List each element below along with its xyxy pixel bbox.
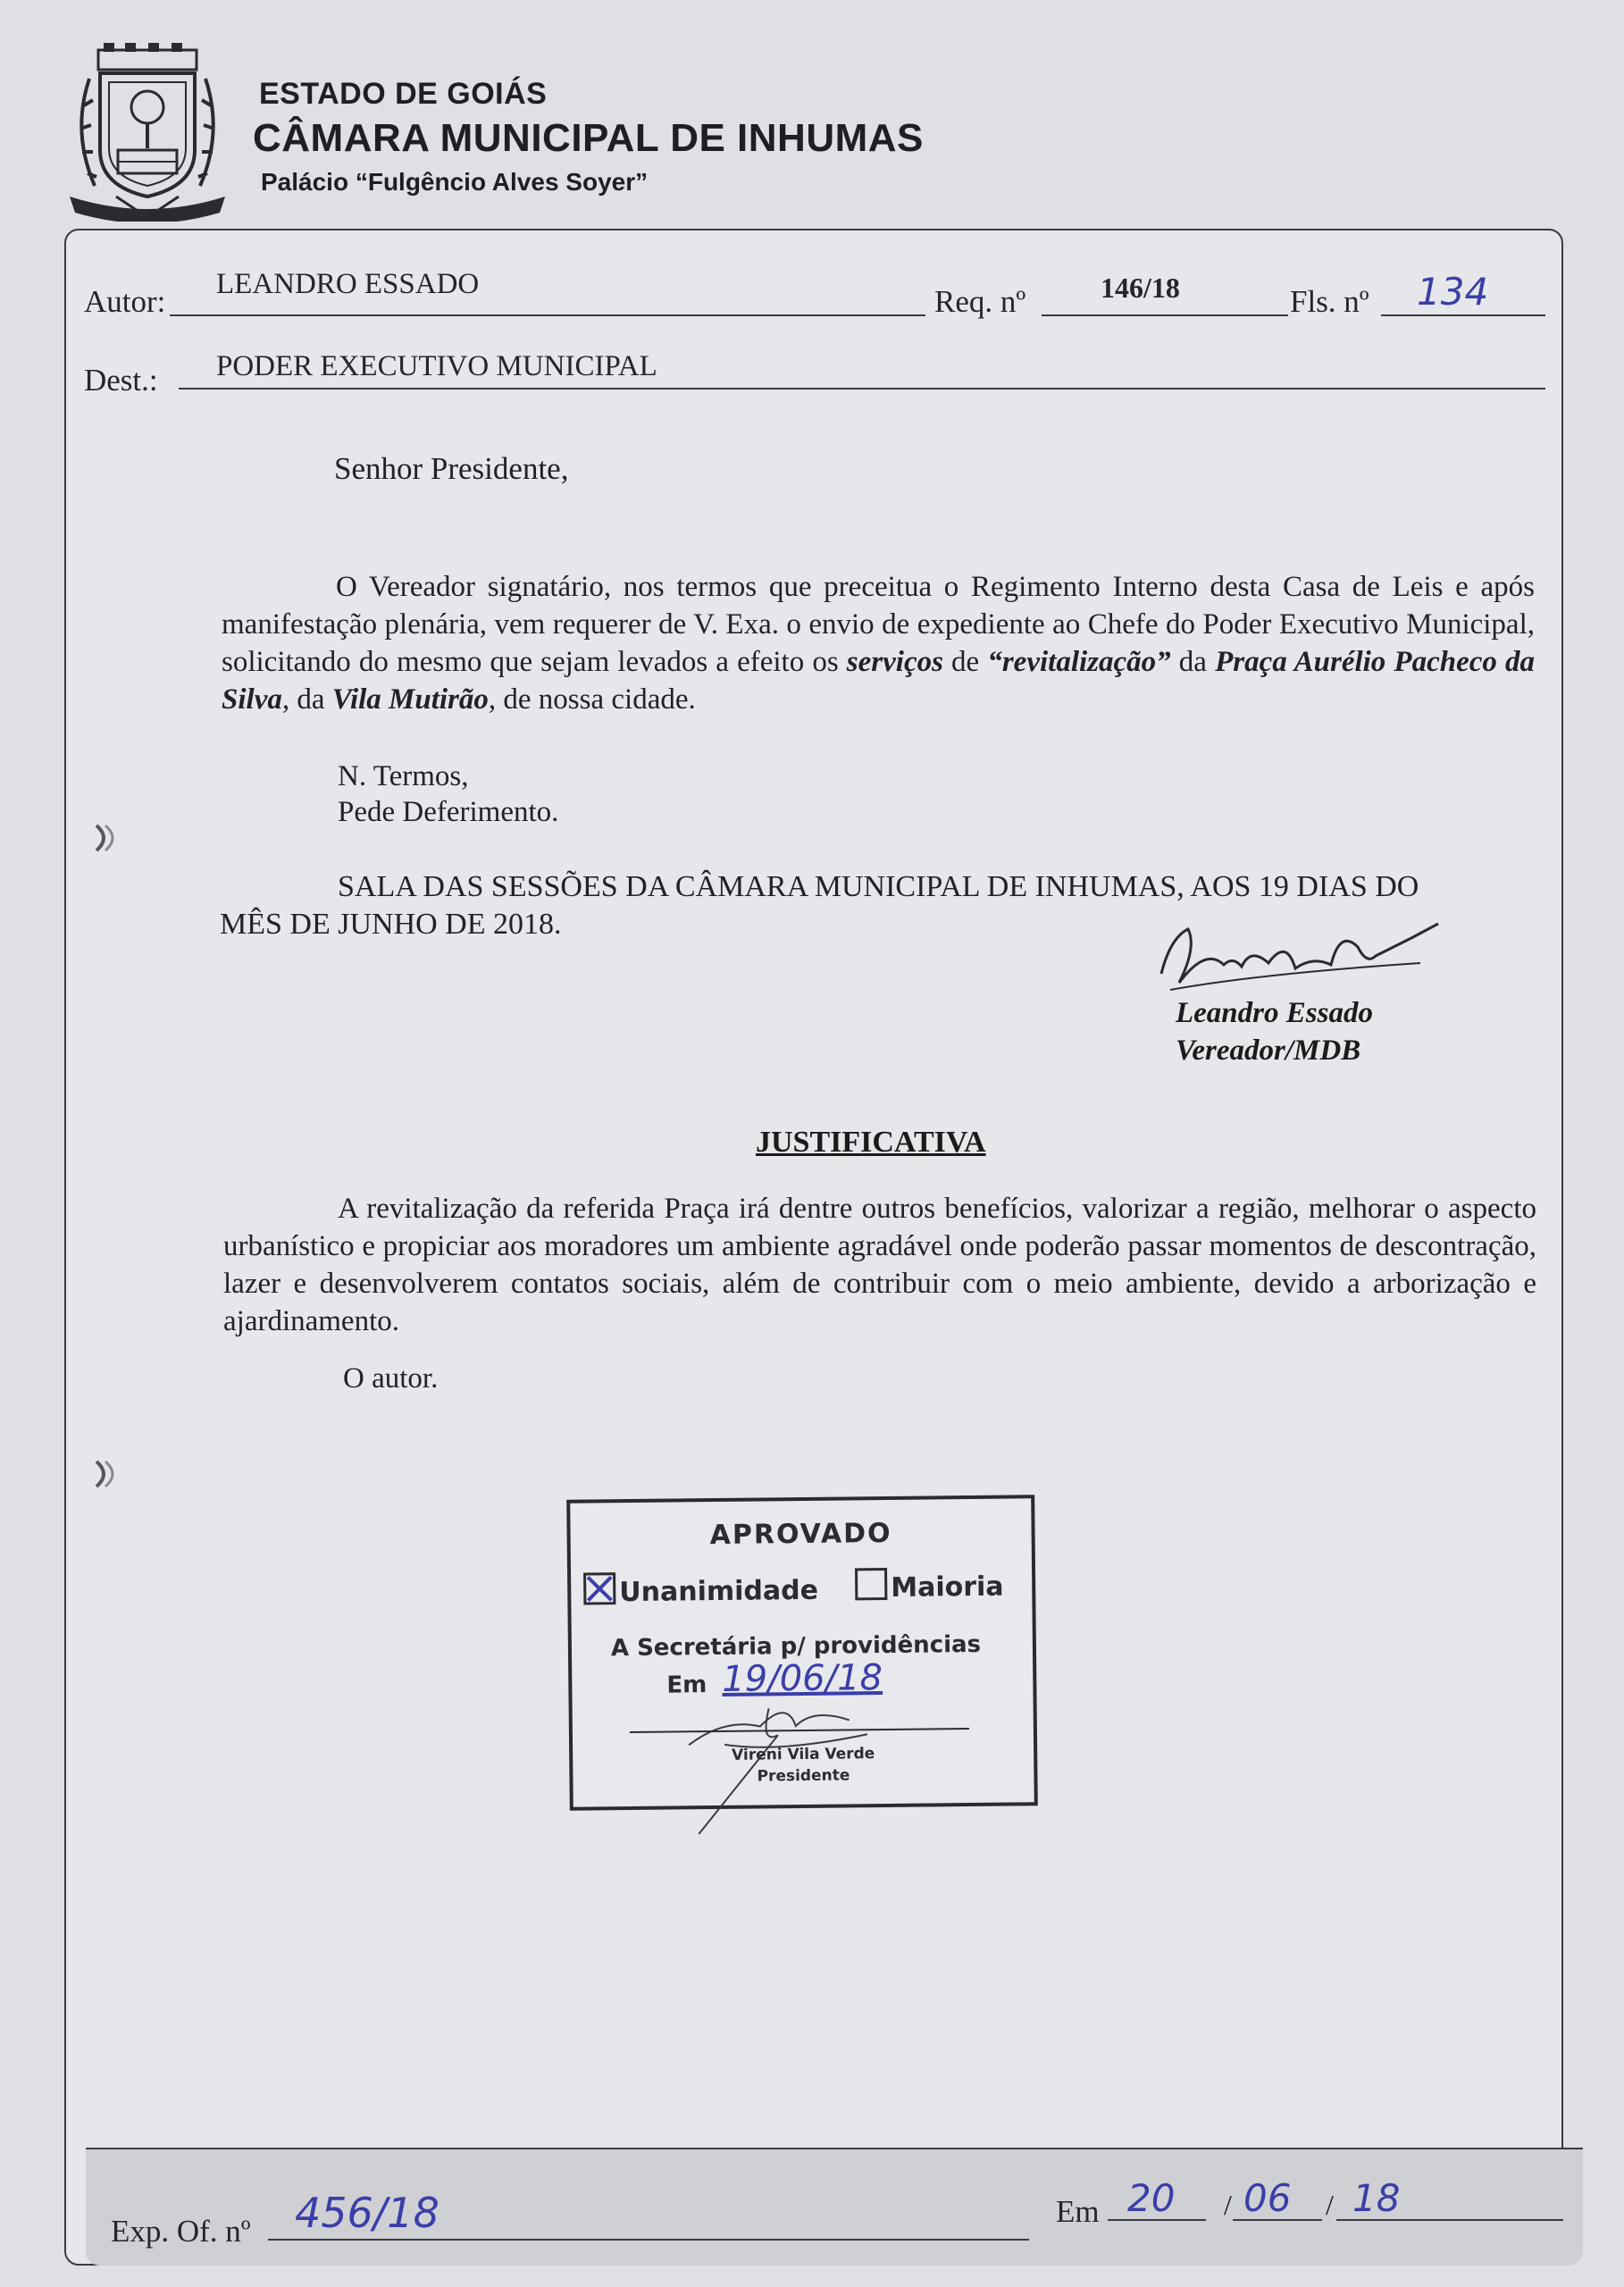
stamp-president-name: Vireni Vila Verde <box>731 1745 875 1764</box>
justificativa-heading: JUSTIFICATIVA <box>756 1126 986 1159</box>
session-line-2: MÊS DE JUNHO DE 2018. <box>220 908 562 941</box>
stamp-president-title: Presidente <box>757 1766 850 1786</box>
req-value: 146/18 <box>1101 272 1180 304</box>
stamp-option-unanimidade <box>583 1571 818 1609</box>
req-line <box>1042 314 1288 316</box>
dest-line <box>179 388 1545 390</box>
stamp-instruction: A Secretária p/ providências <box>610 1630 982 1663</box>
expof-line <box>268 2239 1029 2241</box>
autor-value: LEANDRO ESSADO <box>216 268 480 300</box>
expof-value: 456/18 <box>295 2189 439 2237</box>
autor-line <box>170 314 925 316</box>
justificativa-author: O autor. <box>343 1362 439 1395</box>
em-sep-2: / <box>1326 2189 1334 2221</box>
stamp-date-value: 19/06/18 <box>722 1657 883 1700</box>
justificativa-text: A revitalização da referida Praça irá dentre outros benefícios, valorizar a região, melhorar o aspecto urbanístico e propiciar aos moradores um ambiente agradável onde poderão passar momentos de descontração, lazer e desenvolverem contatos sociais, além de contribuir com o meio ambiente, devido a arborização e ajardinamento. <box>223 1193 1536 1337</box>
dest-label: Dest.: <box>84 363 158 398</box>
header-palace: Palácio “Fulgêncio Alves Soyer” <box>261 168 649 196</box>
punch-hole-icon <box>89 820 118 856</box>
option-unanimidade-label: Unanimidade <box>619 1574 819 1609</box>
unchecked-box-icon <box>855 1568 887 1600</box>
stamp-date-label: Em <box>666 1671 707 1699</box>
req-label: Req. nº <box>934 284 1026 319</box>
stamp-title: APROVADO <box>709 1517 892 1552</box>
header-chamber: CÂMARA MUNICIPAL DE INHUMAS <box>253 116 924 160</box>
autor-label: Autor: <box>84 284 166 319</box>
signer-name: Leandro Essado <box>1176 997 1373 1029</box>
closing-termos: N. Termos, <box>338 760 469 792</box>
session-line-1: SALA DAS SESSÕES DA CÂMARA MUNICIPAL DE INHUMAS, AOS 19 DIAS DO <box>338 870 1419 903</box>
approval-stamp <box>566 1495 1038 1810</box>
fls-line <box>1381 314 1545 316</box>
signature-drawing <box>1152 911 1456 1009</box>
header-state: ESTADO DE GOIÁS <box>259 77 548 111</box>
em-sep-1: / <box>1224 2189 1232 2221</box>
signer-role: Vereador/MDB <box>1176 1035 1361 1067</box>
punch-hole-icon <box>89 1456 118 1492</box>
request-paragraph: O Vereador signatário, nos termos que preceitua o Regimento Interno desta Casa de Leis e após manifestação plenária, vem requerer de V. Exa. o envio de expediente ao Chefe do Poder Executivo Municipal, solicitando do mesmo que sejam levados a efeito os serviços de “revitalização” da Praça Aurélio Pacheco da Silva, da Vila Mutirão, de nossa cidade. <box>222 571 1535 716</box>
dest-value: PODER EXECUTIVO MUNICIPAL <box>216 350 657 382</box>
option-maioria-label: Maioria <box>891 1571 1004 1604</box>
fls-value: 134 <box>1417 270 1489 314</box>
em-label: Em <box>1056 2194 1100 2229</box>
fls-label: Fls. nº <box>1290 284 1369 319</box>
coat-of-arms-icon <box>63 43 232 222</box>
expof-label: Exp. Of. nº <box>111 2214 251 2249</box>
closing-deferimento: Pede Deferimento. <box>338 796 559 828</box>
em-year: 18 <box>1352 2176 1401 2220</box>
salutation: Senhor Presidente, <box>334 451 569 486</box>
checked-box-icon <box>583 1572 615 1604</box>
stamp-option-maioria <box>855 1567 1004 1604</box>
em-day: 20 <box>1127 2176 1176 2220</box>
em-month: 06 <box>1243 2176 1292 2220</box>
